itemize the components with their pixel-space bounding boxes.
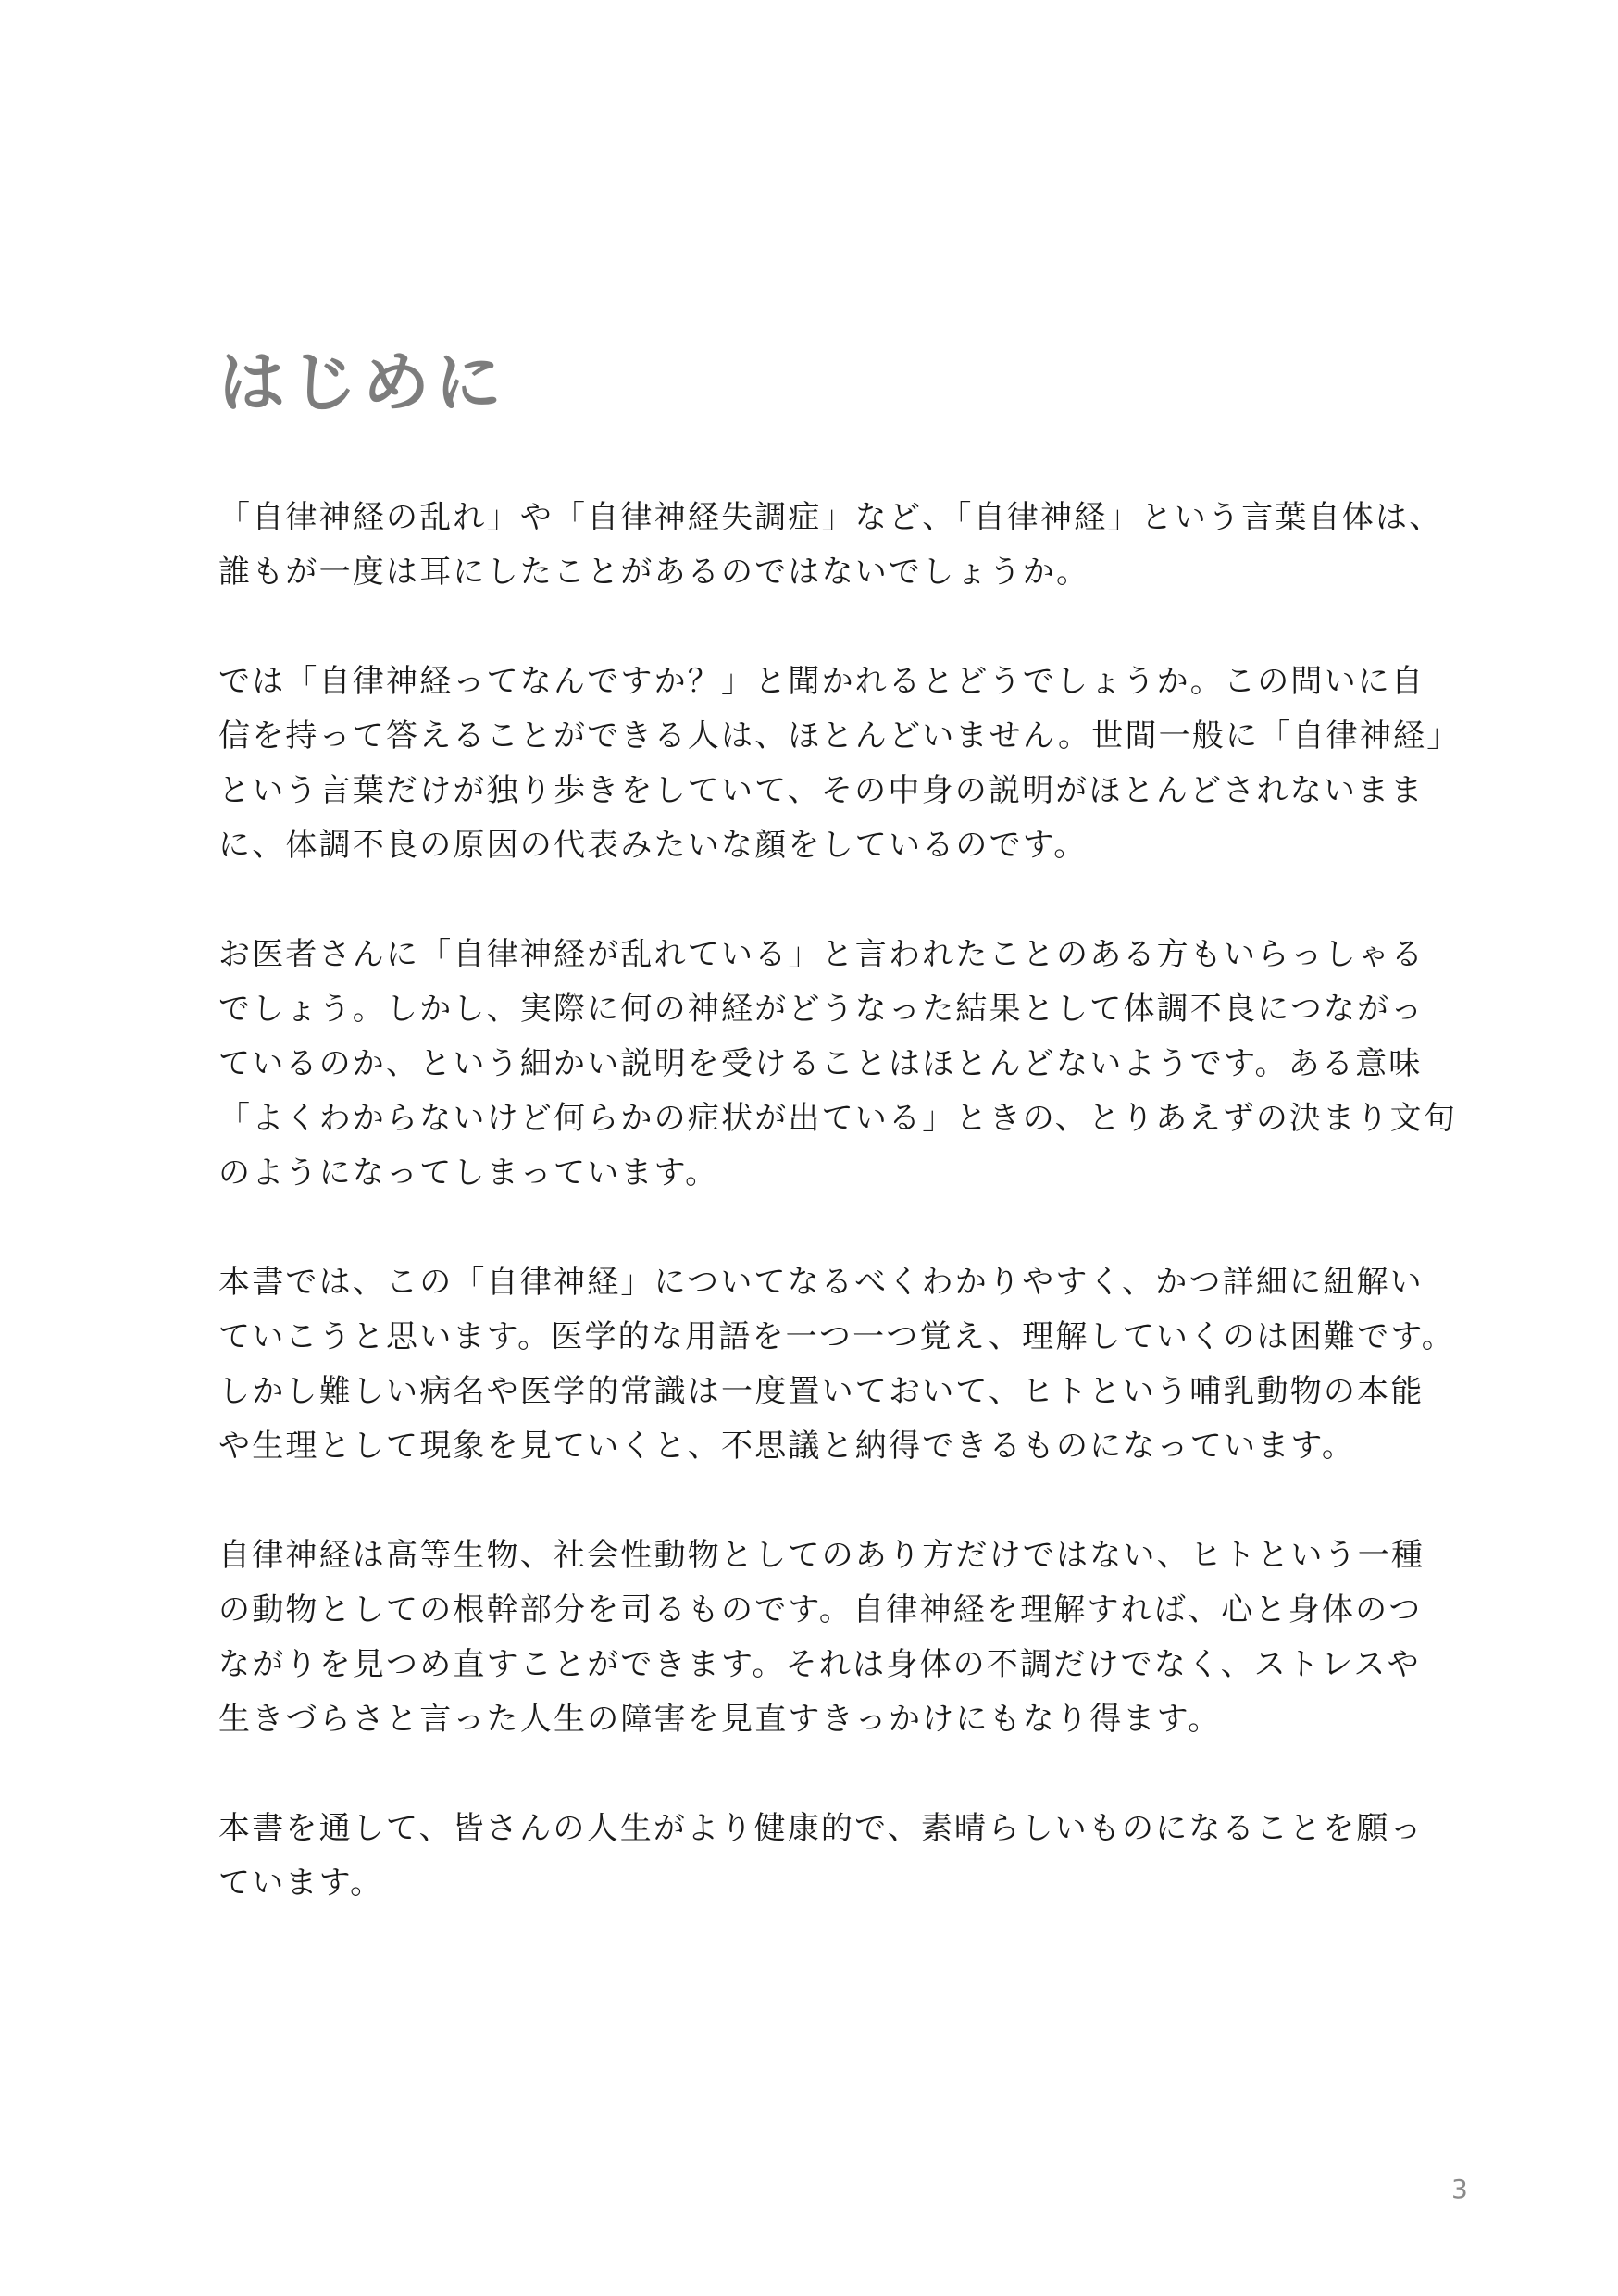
paragraph-4 (218, 1255, 1455, 1474)
text-line: では「自律神経ってなんですか？」と聞かれるとどうでしょうか。この問いに自 (218, 663, 1425, 700)
text-line: 本書では、この「自律神経」についてなるべくわかりやすく、かつ詳細に紐解い (218, 1264, 1424, 1301)
text-line: に、体調不良の原因の代表みたいな顔をしているのです。 (218, 827, 1088, 864)
text-line: ています。 (218, 1865, 384, 1902)
text-line: しかし難しい病名や医学的常識は一度置いておいて、ヒトという哺乳動物の本能 (218, 1373, 1425, 1410)
text-line: でしょう。しかし、実際に何の神経がどうなった結果として体調不良につながっ (218, 991, 1425, 1028)
text-line: 「よくわからないけど何らかの症状が出ている」ときの、とりあえずの決まり文句 (218, 1100, 1458, 1137)
text-line: の動物としての根幹部分を司るものです。自律神経を理解すれば、心と身体のつ (218, 1591, 1423, 1628)
body-content (218, 491, 1461, 1965)
text-line: 「自律神経の乱れ」や「自律神経失調症」など、「自律神経」という言葉自体は、 (218, 499, 1443, 536)
text-line: 誰もが一度は耳にしたことがあるのではないでしょうか。 (218, 554, 1090, 591)
text-line: のようになってしまっています。 (218, 1154, 719, 1192)
text-line: 生きづらさと言った人生の障害を見直すきっかけにもなり得ます。 (218, 1701, 1222, 1738)
text-line: 信を持って答えることができる人は、ほとんどいません。世間一般に「自律神経」 (218, 718, 1461, 755)
paragraph-3 (218, 928, 1458, 1201)
text-line: お医者さんに「自律神経が乱れている」と言われたことのある方もいらっしゃる (218, 936, 1425, 973)
text-line: 本書を通して、皆さんの人生がより健康的で、素晴らしいものになることを願っ (218, 1810, 1424, 1847)
paragraph-1 (218, 491, 1443, 600)
paragraph-6 (218, 1802, 1424, 1911)
text-line: という言葉だけが独り歩きをしていて、その中身の説明がほとんどされないまま (218, 772, 1425, 809)
paragraph-2 (218, 655, 1461, 873)
page-title: はじめに (218, 343, 508, 421)
text-line: ていこうと思います。医学的な用語を一つ一つ覚え、理解していくのは困難です。 (218, 1318, 1455, 1355)
text-line: ながりを見つめ直すことができます。それは身体の不調だけでなく、ストレスや (218, 1646, 1421, 1683)
text-line: 自律神経は高等生物、社会性動物としてのあり方だけではない、ヒトという一種 (218, 1537, 1425, 1574)
paragraph-5 (218, 1529, 1425, 1747)
page-number: 3 (1451, 2174, 1468, 2204)
text-line: ているのか、という細かい説明を受けることはほとんどないようです。ある意味 (218, 1045, 1423, 1082)
text-line: や生理として現象を見ていくと、不思議と納得できるものになっています。 (218, 1428, 1356, 1465)
